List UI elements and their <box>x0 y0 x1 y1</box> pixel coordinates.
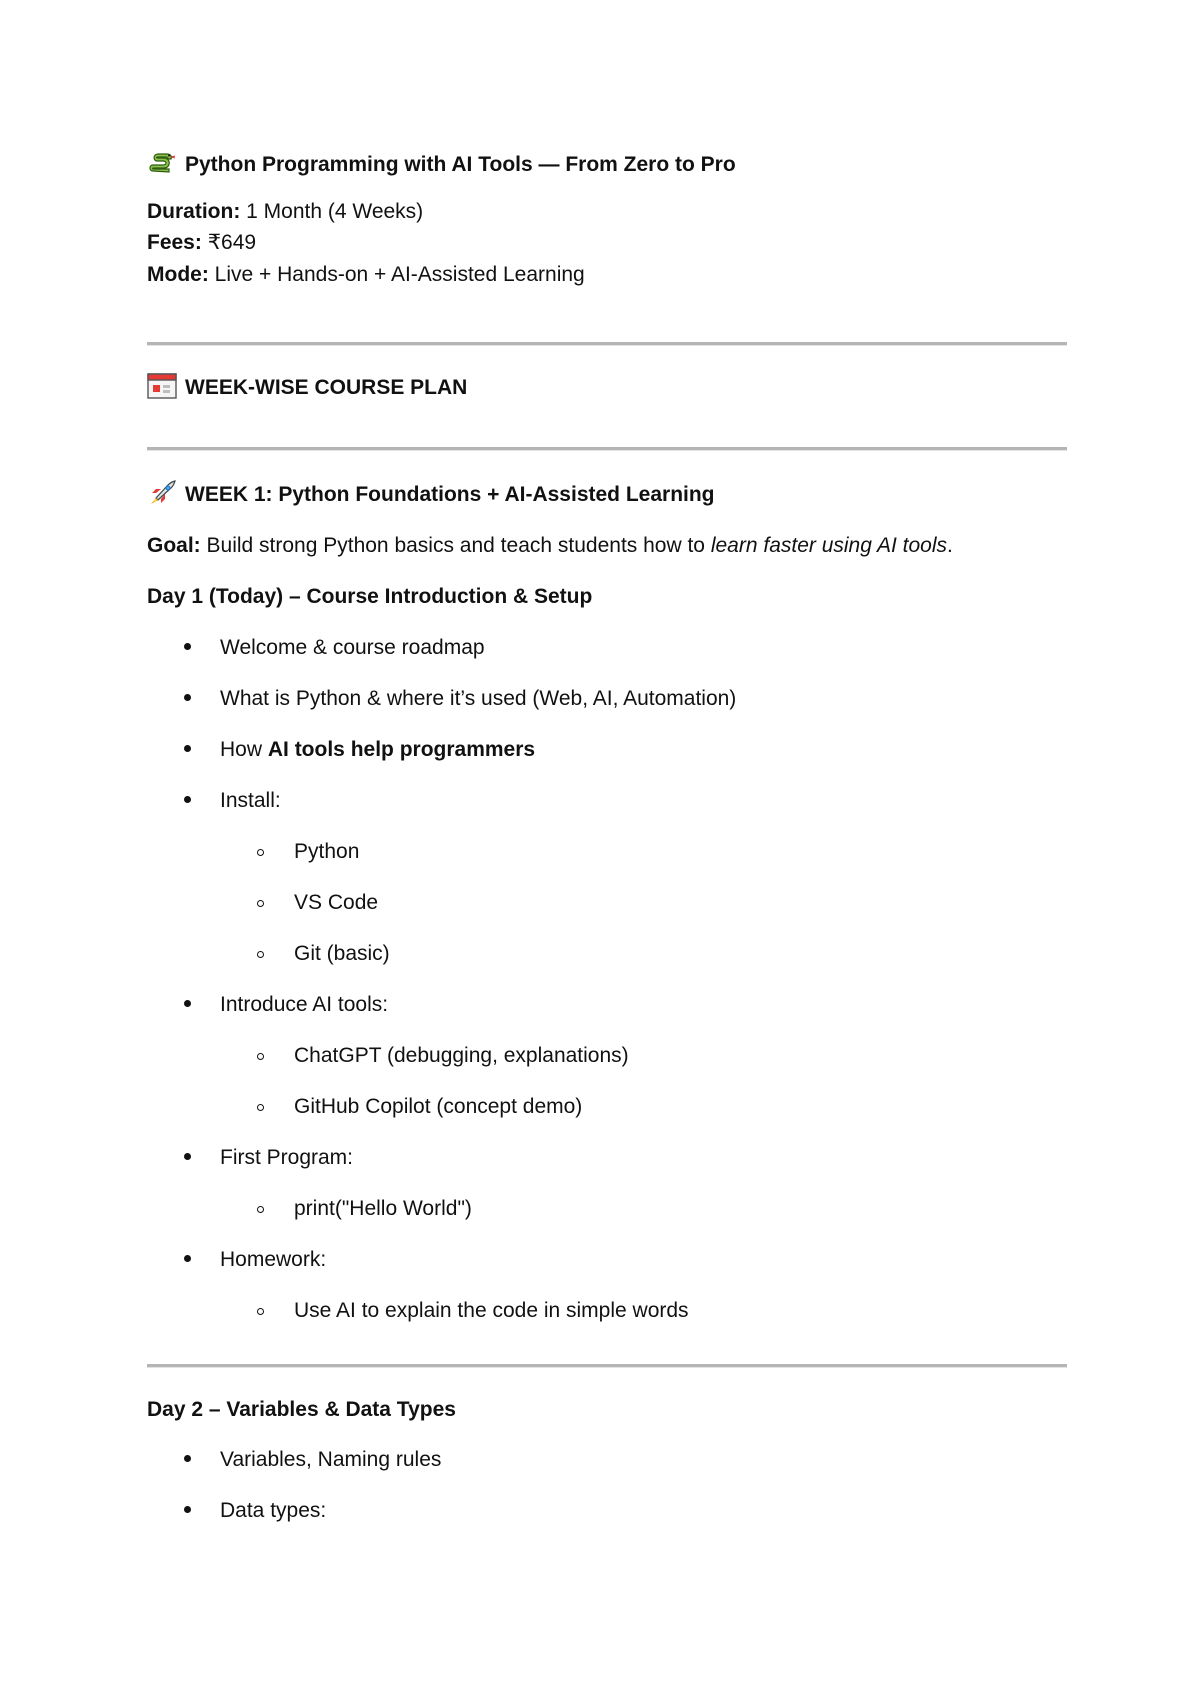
divider <box>147 447 1067 451</box>
sub-bullet-marker <box>257 1104 264 1111</box>
mode-label: Mode: <box>147 263 209 286</box>
bullet-marker <box>184 1455 191 1462</box>
mode-value: Live + Hands-on + AI-Assisted Learning <box>208 263 585 286</box>
list-item <box>220 736 535 764</box>
sub-bullet-marker <box>257 1053 264 1060</box>
plan-heading <box>147 374 467 402</box>
list-item: Data types: <box>220 1499 327 1522</box>
bullet-marker <box>184 1000 191 1007</box>
day2-heading: Day 2 – Variables & Data Types <box>147 1398 456 1421</box>
rocket-icon <box>147 479 177 507</box>
week1-heading <box>147 481 715 509</box>
bullet-marker <box>184 1153 191 1160</box>
mode-line <box>147 261 585 289</box>
list-item: Introduce AI tools: <box>220 993 389 1016</box>
sub-bullet-marker <box>257 900 264 907</box>
goal-italic: learn faster using AI tools <box>710 534 948 557</box>
sub-list-item: Use AI to explain the code in simple words <box>294 1299 689 1322</box>
sub-list-item: Git (basic) <box>294 942 390 965</box>
title-text: Python Programming with AI Tools — From Zero to Pro <box>185 153 736 176</box>
sub-bullet-marker <box>257 1308 264 1315</box>
sub-list-item: Python <box>294 840 360 863</box>
fees-value: ₹649 <box>201 231 257 254</box>
list-item: Install: <box>220 789 281 812</box>
document-title <box>147 151 736 179</box>
sub-bullet-marker <box>257 1206 264 1213</box>
week1-heading-text: WEEK 1: Python Foundations + AI-Assisted Learning <box>185 483 715 506</box>
fees-line <box>147 229 256 257</box>
goal-text: Build strong Python basics and teach students how to <box>200 534 711 557</box>
sub-bullet-marker <box>257 951 264 958</box>
sub-bullet-marker <box>257 849 264 856</box>
list-item: Variables, Naming rules <box>220 1448 442 1471</box>
bullet-marker <box>184 694 191 701</box>
day1-heading: Day 1 (Today) – Course Introduction & Setup <box>147 585 593 608</box>
list-item: First Program: <box>220 1146 354 1169</box>
sub-list-item: print("Hello World") <box>294 1197 472 1220</box>
sub-list-item: ChatGPT (debugging, explanations) <box>294 1044 629 1067</box>
sub-list-item: GitHub Copilot (concept demo) <box>294 1095 583 1118</box>
divider <box>147 1364 1067 1368</box>
duration-label: Duration: <box>147 200 241 223</box>
fees-label: Fees: <box>147 231 202 254</box>
list-item: Homework: <box>220 1248 327 1271</box>
plan-heading-text: WEEK-WISE COURSE PLAN <box>185 376 468 399</box>
week1-goal <box>147 532 953 560</box>
list-item: Welcome & course roadmap <box>220 636 485 659</box>
goal-label: Goal: <box>147 534 201 557</box>
bullet-marker <box>184 1506 191 1513</box>
bullet-marker <box>184 796 191 803</box>
duration-line <box>147 198 423 226</box>
list-item: What is Python & where it’s used (Web, AI, Automation) <box>220 687 737 710</box>
bullet-marker <box>184 1255 191 1262</box>
goal-end: . <box>947 534 953 557</box>
bullet-marker <box>184 643 191 650</box>
item-bold: AI tools help programmers <box>267 738 536 761</box>
item-prefix: How <box>220 738 268 761</box>
snake-icon <box>147 149 177 177</box>
sub-list-item: VS Code <box>294 891 379 914</box>
calendar-icon <box>147 372 177 400</box>
duration-value: 1 Month (4 Weeks) <box>240 200 424 223</box>
divider <box>147 342 1067 346</box>
document-page <box>147 0 1067 1696</box>
bullet-marker <box>184 745 191 752</box>
